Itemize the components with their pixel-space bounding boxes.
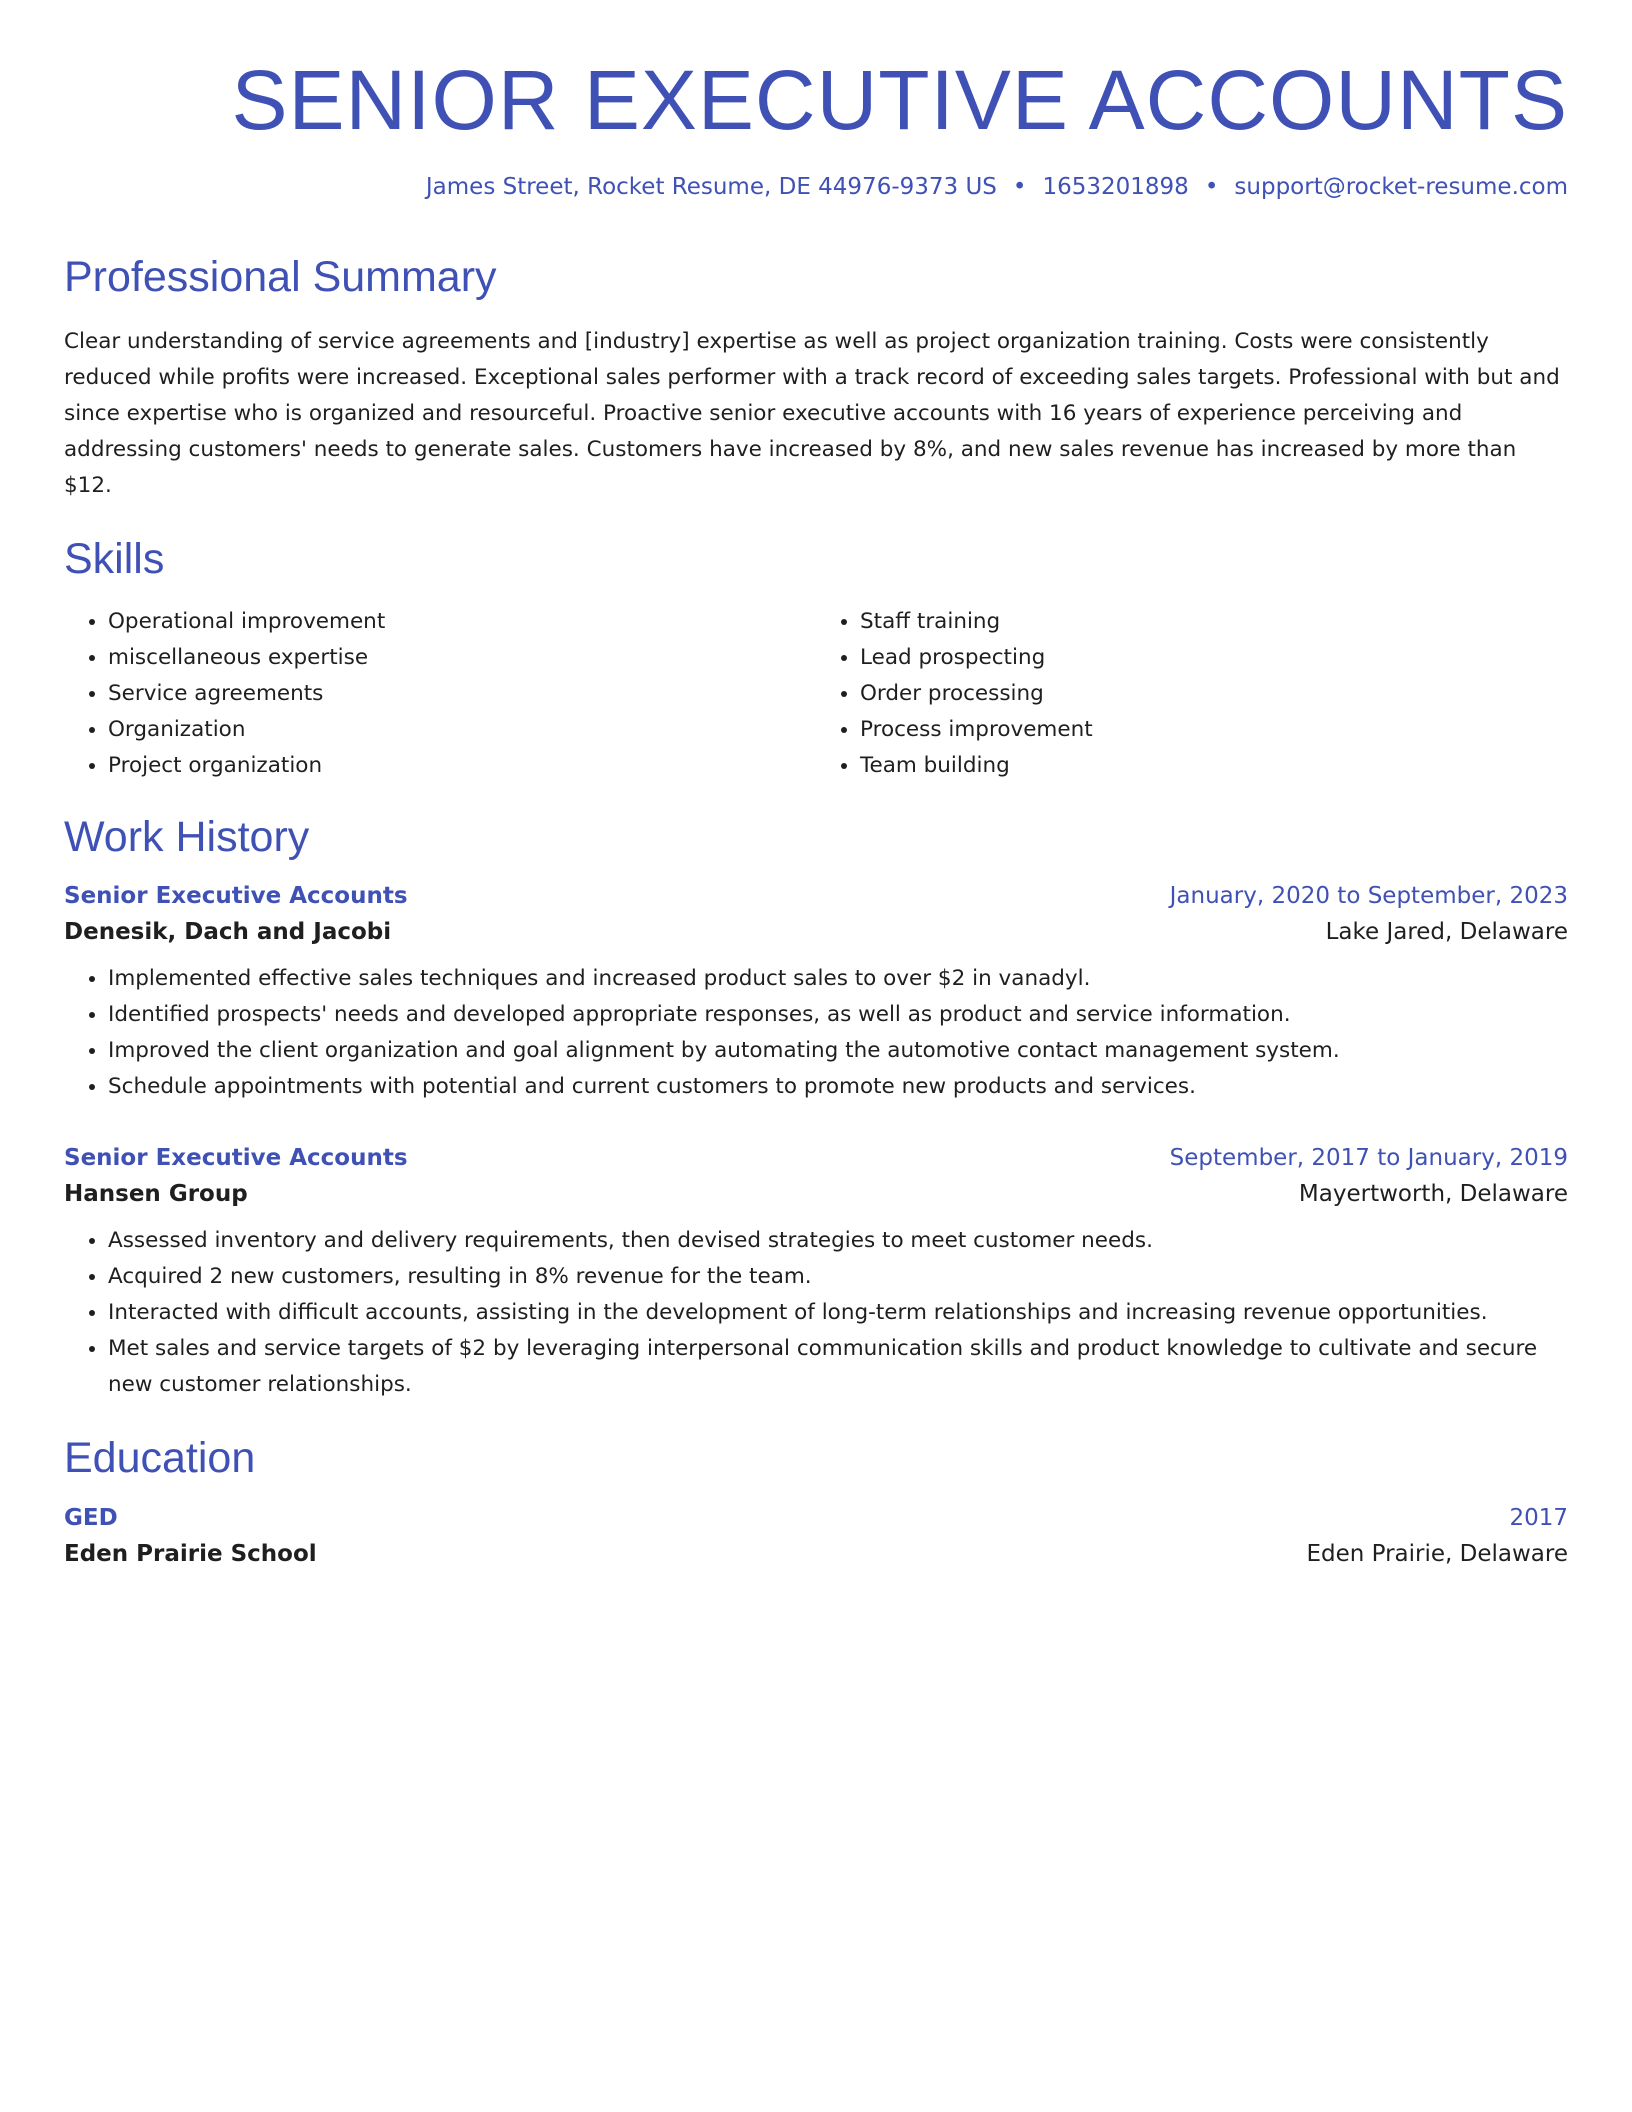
summary-text: Clear understanding of service agreements and [industry] expertise as well as project organization training. Costs were consistently reduced while profits were increased. Exceptional sales performer with a track record of exceeding sales targets. Professional with but and since expertise who is organized and resourceful. Proactive senior executive accounts with 16 years of experience perceiving and addressing customers' needs to generate sales. Customers have increased by 8%, and new sales revenue has increased by more than $12. [64, 329, 1560, 499]
job-location: Mayertworth, Delaware [1298, 1181, 1568, 1208]
skill-item: • Staff training [860, 604, 1568, 640]
skills-left-column [64, 604, 816, 784]
contact-email: support@rocket-resume.com [1234, 173, 1568, 200]
contact-phone: 1653201898 [1042, 173, 1189, 200]
summary-heading: Professional Summary [64, 253, 497, 302]
skill-item: • Order processing [860, 676, 1568, 712]
contact-separator: • [1012, 173, 1027, 200]
skill-item: • Lead prospecting [860, 640, 1568, 676]
job-header-row [64, 1145, 1568, 1171]
education-header-row [64, 1505, 1568, 1531]
job-bullets [64, 1223, 1568, 1403]
skill-item: • miscellaneous expertise [108, 640, 816, 676]
job-bullet: • Assessed inventory and delivery requirements, then devised strategies to meet customer needs. [108, 1223, 1568, 1259]
job-header-row [64, 883, 1568, 909]
resume-name: SENIOR EXECUTIVE ACCOUNTS [231, 53, 1568, 147]
skill-item: • Organization [108, 712, 816, 748]
skill-item: • Operational improvement [108, 604, 816, 640]
education-school-row [64, 1541, 1568, 1567]
job-bullet: • Identified prospects' needs and developed appropriate responses, as well as product and service information. [108, 997, 1568, 1033]
education-year: 2017 [1509, 1504, 1568, 1531]
job-company-row [64, 1181, 1568, 1207]
job-bullet: • Schedule appointments with potential and current customers to promote new products and services. [108, 1069, 1568, 1105]
job-bullets [64, 961, 1568, 1105]
education-heading: Education [64, 1434, 256, 1483]
job-role: Senior Executive Accounts [64, 883, 408, 910]
job-bullet: • Met sales and service targets of $2 by leveraging interpersonal communication skills and product knowledge to cultivate and secure new customer relationships. [108, 1331, 1568, 1403]
job-dates: January, 2020 to September, 2023 [1169, 883, 1568, 910]
job-bullet: • Interacted with difficult accounts, assisting in the development of long-term relationships and increasing revenue opportunities. [108, 1295, 1568, 1331]
job-bullet: • Acquired 2 new customers, resulting in 8% revenue for the team. [108, 1259, 1568, 1295]
contact-line [64, 173, 1568, 203]
job-company: Denesik, Dach and Jacobi [64, 919, 392, 946]
job-entry [64, 883, 1568, 1105]
skills-grid [64, 604, 1568, 784]
education-entry [64, 1505, 1568, 1567]
skill-item: • Team building [860, 748, 1568, 784]
job-bullet: • Implemented effective sales techniques and increased product sales to over $2 in vanadyl. [108, 961, 1568, 997]
job-location: Lake Jared, Delaware [1325, 919, 1568, 946]
job-company: Hansen Group [64, 1181, 248, 1208]
skill-item: • Process improvement [860, 712, 1568, 748]
job-role: Senior Executive Accounts [64, 1145, 408, 1172]
skill-item: • Service agreements [108, 676, 816, 712]
skills-heading: Skills [64, 535, 165, 584]
job-entry [64, 1145, 1568, 1403]
job-company-row [64, 919, 1568, 945]
education-school: Eden Prairie School [64, 1540, 317, 1567]
contact-address: James Street, Rocket Resume, DE 44976-9373 US [425, 173, 997, 200]
contact-separator: • [1204, 173, 1219, 200]
education-degree: GED [64, 1504, 118, 1531]
skill-item: • Project organization [108, 748, 816, 784]
education-location: Eden Prairie, Delaware [1306, 1540, 1568, 1567]
work-history-heading: Work History [64, 812, 310, 861]
job-dates: September, 2017 to January, 2019 [1169, 1145, 1568, 1172]
skills-right-column [816, 604, 1568, 784]
job-bullet: • Improved the client organization and goal alignment by automating the automotive contact management system. [108, 1033, 1568, 1069]
